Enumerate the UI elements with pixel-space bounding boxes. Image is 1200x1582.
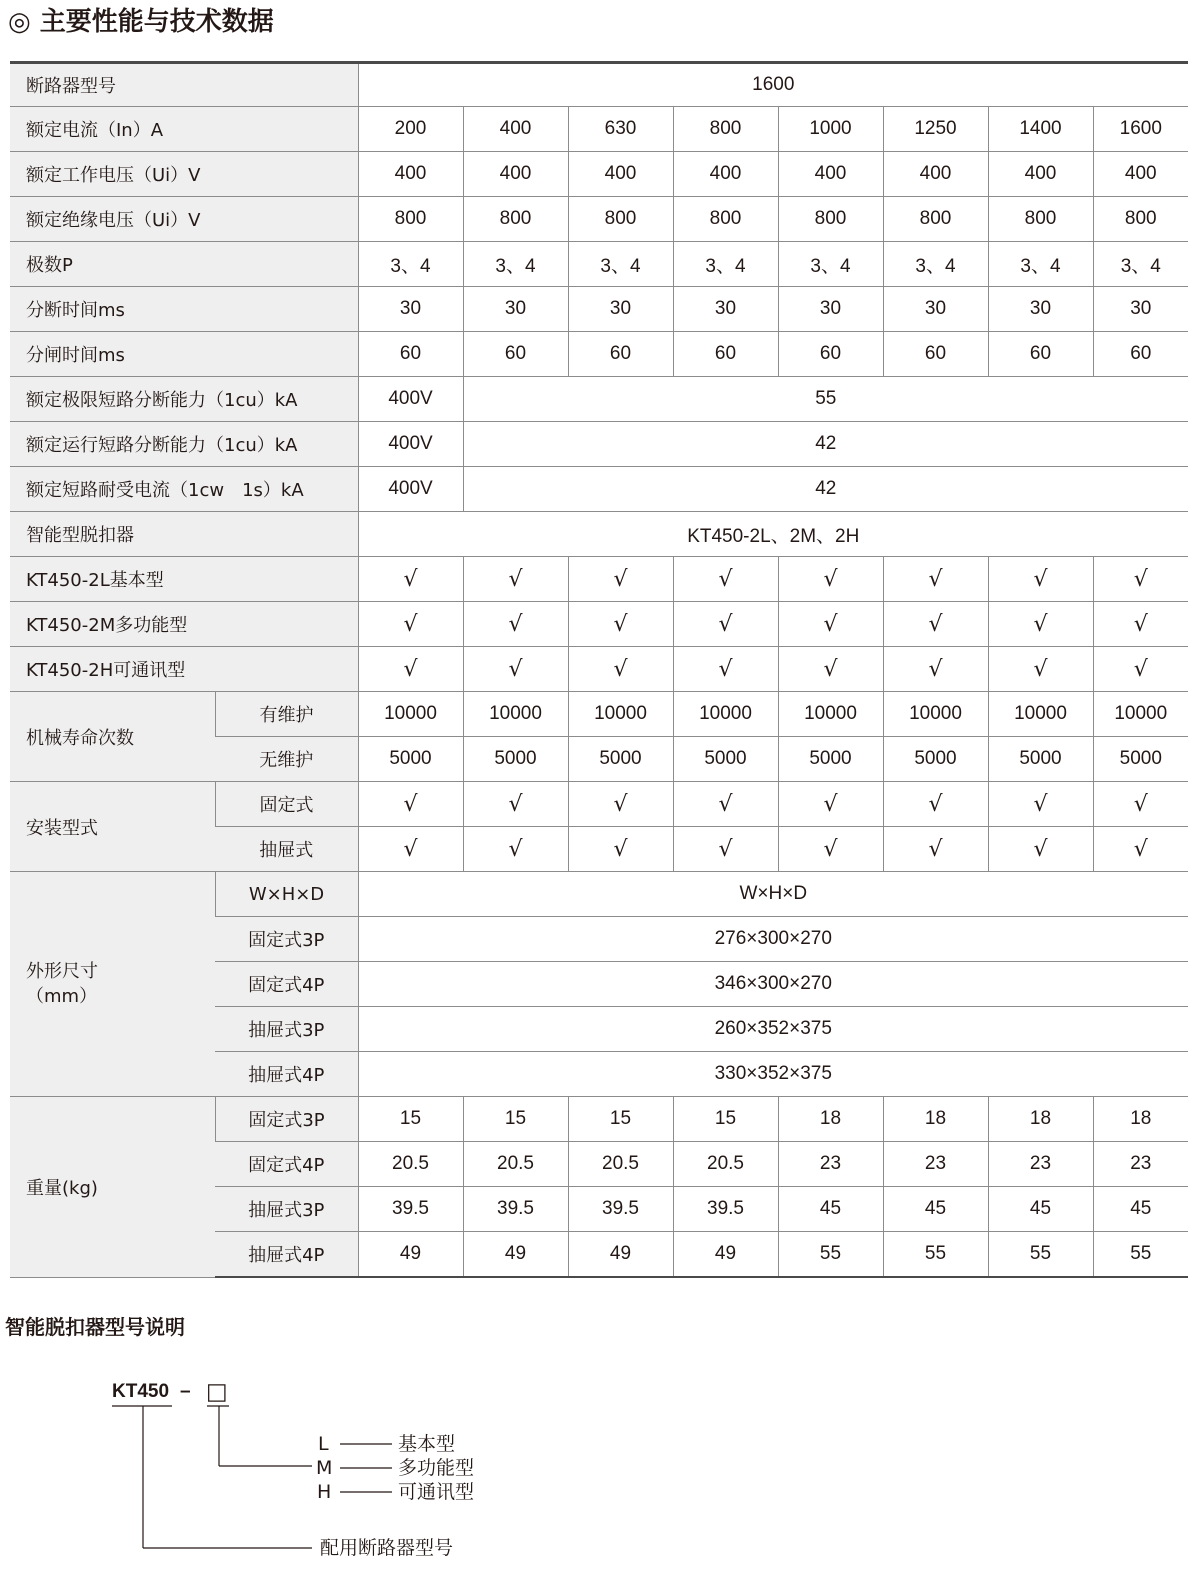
value-cell: 30 (778, 287, 883, 332)
sub-label: 抽屉式 (215, 827, 358, 872)
sub-label: 抽屉式4P (215, 1232, 358, 1278)
sub-label: 固定式 (215, 782, 358, 827)
sub-label: 抽屉式3P (215, 1007, 358, 1052)
row-label: KT450-2H可通讯型 (10, 647, 358, 692)
check-mark: √ (358, 557, 463, 602)
check-mark: √ (673, 602, 778, 647)
row-label: 智能型脱扣器 (10, 512, 358, 557)
value-cell: 10000 (778, 692, 883, 737)
check-mark: √ (778, 827, 883, 872)
value-cell: 20.5 (463, 1142, 568, 1187)
value-cell: 49 (463, 1232, 568, 1278)
check-mark: √ (988, 827, 1093, 872)
value-cell: 20.5 (673, 1142, 778, 1187)
option-letter-l: L (318, 1433, 329, 1455)
value-cell: 400 (778, 152, 883, 197)
section-title: 智能脱扣器型号说明 (5, 1315, 185, 1339)
value-cell: 800 (673, 107, 778, 152)
group-label: 安装型式 (10, 782, 215, 872)
value-cell: 60 (1093, 332, 1188, 377)
value-cell: 5000 (358, 737, 463, 782)
value-cell: 42 (463, 422, 1188, 467)
value-cell: 800 (673, 197, 778, 242)
value-cell: 400 (883, 152, 988, 197)
value-cell: 346×300×270 (358, 962, 1188, 1007)
row-label: 额定工作电压（Ui）V (10, 152, 358, 197)
value-cell: 1600 (1093, 107, 1188, 152)
check-mark: √ (463, 827, 568, 872)
value-cell: 55 (988, 1232, 1093, 1278)
check-mark: √ (1093, 557, 1188, 602)
check-mark: √ (358, 782, 463, 827)
value-cell: 30 (673, 287, 778, 332)
check-mark: √ (463, 647, 568, 692)
check-mark: √ (673, 782, 778, 827)
check-mark: √ (358, 602, 463, 647)
check-mark: √ (1093, 647, 1188, 692)
dims-label-line1: 外形尺寸 (26, 961, 98, 982)
check-mark: √ (883, 602, 988, 647)
group-label: 机械寿命次数 (10, 692, 215, 782)
value-cell: 39.5 (568, 1187, 673, 1232)
value-cell: 800 (988, 197, 1093, 242)
check-mark: √ (988, 647, 1093, 692)
value-cell: 3、4 (1093, 242, 1188, 287)
row-label: 极数P (10, 242, 358, 287)
check-mark: √ (673, 827, 778, 872)
value-cell: 45 (778, 1187, 883, 1232)
value-cell: 18 (988, 1097, 1093, 1142)
value-cell: 10000 (673, 692, 778, 737)
check-mark: √ (1093, 827, 1188, 872)
value-cell: 39.5 (463, 1187, 568, 1232)
value-cell: 15 (673, 1097, 778, 1142)
value-cell: 5000 (673, 737, 778, 782)
value-cell: 200 (358, 107, 463, 152)
value-cell: 39.5 (358, 1187, 463, 1232)
breaker-model-text: 配用断路器型号 (320, 1537, 454, 1559)
row-label: 分断时间ms (10, 287, 358, 332)
value-cell: 45 (883, 1187, 988, 1232)
value-cell: 23 (778, 1142, 883, 1187)
row-label: KT450-2M多功能型 (10, 602, 358, 647)
value-cell: 3、4 (463, 242, 568, 287)
check-mark: √ (673, 647, 778, 692)
value-cell: 60 (358, 332, 463, 377)
voltage-cell: 400V (358, 422, 463, 467)
check-mark: √ (568, 782, 673, 827)
option-text-l: 基本型 (398, 1433, 456, 1455)
row-label: KT450-2L基本型 (10, 557, 358, 602)
value-cell: 5000 (463, 737, 568, 782)
value-cell: 30 (358, 287, 463, 332)
check-mark: √ (988, 557, 1093, 602)
value-cell: 800 (778, 197, 883, 242)
check-mark: √ (568, 827, 673, 872)
check-mark: √ (778, 782, 883, 827)
sub-label: 固定式4P (215, 1142, 358, 1187)
check-mark: √ (778, 557, 883, 602)
value-cell: 55 (1093, 1232, 1188, 1278)
value-cell: 60 (883, 332, 988, 377)
model-code: KT450 (112, 1381, 170, 1402)
row-label: 断路器型号 (10, 63, 358, 107)
value-cell: 3、4 (988, 242, 1093, 287)
sub-label: 抽屉式3P (215, 1187, 358, 1232)
check-mark: √ (568, 602, 673, 647)
value-cell: 3、4 (358, 242, 463, 287)
check-mark: √ (358, 647, 463, 692)
value-cell: 49 (358, 1232, 463, 1278)
sub-label: 无维护 (215, 737, 358, 782)
row-label: 额定绝缘电压（Ui）V (10, 197, 358, 242)
check-mark: √ (568, 557, 673, 602)
value-cell: 30 (463, 287, 568, 332)
value-cell: 60 (463, 332, 568, 377)
value-cell: 400 (673, 152, 778, 197)
value-cell: 5000 (568, 737, 673, 782)
value-cell: 400 (463, 107, 568, 152)
value-cell: 10000 (883, 692, 988, 737)
value-cell: 55 (463, 377, 1188, 422)
value-cell: 10000 (988, 692, 1093, 737)
value-cell: 30 (883, 287, 988, 332)
check-mark: √ (358, 827, 463, 872)
value-cell: 60 (673, 332, 778, 377)
value-cell: 3、4 (778, 242, 883, 287)
value-cell: 10000 (568, 692, 673, 737)
voltage-cell: 400V (358, 377, 463, 422)
sub-label: W×H×D (215, 872, 358, 917)
option-text-h: 可通讯型 (398, 1481, 475, 1503)
value-cell: 10000 (358, 692, 463, 737)
check-mark: √ (988, 602, 1093, 647)
check-mark: √ (463, 557, 568, 602)
row-label: 额定运行短路分断能力（1cu）kA (10, 422, 358, 467)
value-cell: 1600 (358, 63, 1188, 107)
value-cell: 400 (463, 152, 568, 197)
check-mark: √ (883, 782, 988, 827)
value-cell: 3、4 (673, 242, 778, 287)
value-cell: 260×352×375 (358, 1007, 1188, 1052)
value-cell: 800 (358, 197, 463, 242)
value-cell: 15 (463, 1097, 568, 1142)
value-cell: 55 (883, 1232, 988, 1278)
value-cell: 30 (1093, 287, 1188, 332)
value-cell: 630 (568, 107, 673, 152)
sub-label: 固定式4P (215, 962, 358, 1007)
value-cell: 30 (988, 287, 1093, 332)
value-cell: 400 (568, 152, 673, 197)
value-cell: 18 (778, 1097, 883, 1142)
value-cell: 10000 (463, 692, 568, 737)
dims-label-line2: （mm） (26, 986, 98, 1007)
value-cell: 49 (568, 1232, 673, 1278)
value-cell: 800 (1093, 197, 1188, 242)
value-cell: 1250 (883, 107, 988, 152)
value-cell: 5000 (778, 737, 883, 782)
check-mark: √ (568, 647, 673, 692)
sub-label: 固定式3P (215, 1097, 358, 1142)
value-cell: 18 (883, 1097, 988, 1142)
group-label: 重量(kg) (10, 1097, 215, 1278)
value-cell: 45 (988, 1187, 1093, 1232)
value-cell: 45 (1093, 1187, 1188, 1232)
value-cell: 42 (463, 467, 1188, 512)
value-cell: 60 (988, 332, 1093, 377)
voltage-cell: 400V (358, 467, 463, 512)
value-cell: 3、4 (568, 242, 673, 287)
value-cell: 23 (988, 1142, 1093, 1187)
value-cell: 49 (673, 1232, 778, 1278)
check-mark: √ (673, 557, 778, 602)
value-cell: 1400 (988, 107, 1093, 152)
value-cell: 330×352×375 (358, 1052, 1188, 1097)
value-cell: 30 (568, 287, 673, 332)
row-label: 分闸时间ms (10, 332, 358, 377)
row-label: 额定电流（In）A (10, 107, 358, 152)
sub-label: 抽屉式4P (215, 1052, 358, 1097)
option-text-m: 多功能型 (398, 1457, 475, 1479)
check-mark: √ (883, 647, 988, 692)
sub-label: 固定式3P (215, 917, 358, 962)
value-cell: 23 (1093, 1142, 1188, 1187)
value-cell: 5000 (883, 737, 988, 782)
value-cell: 15 (568, 1097, 673, 1142)
check-mark: √ (988, 782, 1093, 827)
check-mark: √ (883, 827, 988, 872)
model-dash: – (180, 1381, 191, 1402)
row-label: 额定极限短路分断能力（1cu）kA (10, 377, 358, 422)
value-cell: 18 (1093, 1097, 1188, 1142)
value-cell: KT450-2L、2M、2H (358, 512, 1188, 557)
check-mark: √ (1093, 602, 1188, 647)
value-cell: 800 (463, 197, 568, 242)
value-cell: 10000 (1093, 692, 1188, 737)
value-cell: 276×300×270 (358, 917, 1188, 962)
value-cell: 5000 (988, 737, 1093, 782)
value-cell: 5000 (1093, 737, 1188, 782)
check-mark: √ (883, 557, 988, 602)
value-cell: 800 (883, 197, 988, 242)
value-cell: 60 (568, 332, 673, 377)
option-letter-h: H (317, 1481, 332, 1503)
option-letter-m: M (316, 1457, 333, 1479)
value-cell: 400 (358, 152, 463, 197)
model-box: □ (206, 1379, 228, 1405)
value-cell: 23 (883, 1142, 988, 1187)
value-cell: 400 (1093, 152, 1188, 197)
check-mark: √ (463, 782, 568, 827)
check-mark: √ (778, 647, 883, 692)
check-mark: √ (1093, 782, 1188, 827)
value-cell: 1000 (778, 107, 883, 152)
check-mark: √ (778, 602, 883, 647)
value-cell: 55 (778, 1232, 883, 1278)
value-cell: 400 (988, 152, 1093, 197)
page-title: ◎ 主要性能与技术数据 (8, 7, 274, 37)
value-cell: 3、4 (883, 242, 988, 287)
value-cell: 39.5 (673, 1187, 778, 1232)
value-cell: 60 (778, 332, 883, 377)
sub-label: 有维护 (215, 692, 358, 737)
value-cell: W×H×D (358, 872, 1188, 917)
value-cell: 15 (358, 1097, 463, 1142)
check-mark: √ (463, 602, 568, 647)
value-cell: 20.5 (358, 1142, 463, 1187)
value-cell: 20.5 (568, 1142, 673, 1187)
row-label: 额定短路耐受电流（1cw 1s）kA (10, 467, 358, 512)
value-cell: 800 (568, 197, 673, 242)
